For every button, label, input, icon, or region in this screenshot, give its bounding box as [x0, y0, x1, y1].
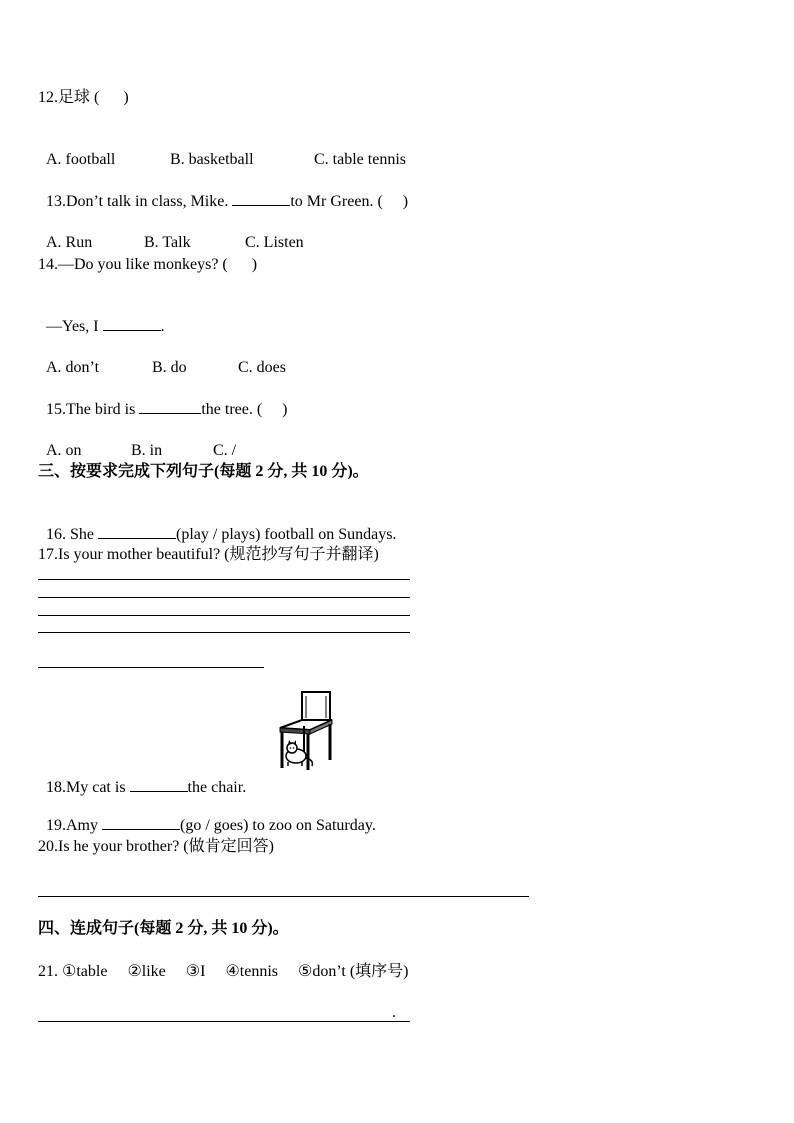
answer-blank[interactable]	[139, 399, 201, 414]
section-3-title: 三、按要求完成下列句子(每题 2 分, 共 10 分)。	[38, 463, 369, 480]
question-14-options	[38, 338, 286, 378]
answer-blank[interactable]	[102, 815, 180, 830]
writing-line[interactable]	[38, 597, 410, 598]
question-18-text-a: 18.My cat is	[46, 779, 130, 796]
option-a: A. on	[46, 442, 82, 459]
question-16-text-a: 16. She	[46, 526, 98, 543]
question-16-stem	[38, 504, 396, 545]
question-19-text-b: (go / goes) to zoo on Saturday.	[180, 817, 376, 834]
question-14-reply-b: .	[160, 318, 165, 335]
answer-line[interactable]	[38, 896, 529, 897]
question-21-stem: 21. ①table ②like ③I ④tennis ⑤don’t (填序号)	[38, 963, 409, 980]
question-20-stem: 20.Is he your brother? (做肯定回答)	[38, 838, 274, 855]
question-13-text-b: to Mr Green. ( )	[290, 193, 409, 210]
question-12-options	[38, 130, 406, 170]
answer-blank[interactable]	[232, 191, 290, 206]
section-4-title: 四、连成句子(每题 2 分, 共 10 分)。	[38, 920, 289, 937]
question-14-stem: 14.—Do you like monkeys? ( )	[38, 256, 258, 273]
answer-blank[interactable]	[130, 777, 188, 792]
question-15-text-b: the tree. ( )	[201, 401, 288, 418]
answer-line[interactable]	[38, 1021, 410, 1022]
answer-blank[interactable]	[98, 524, 176, 539]
question-14-reply	[38, 296, 165, 337]
option-a: A. football	[46, 151, 116, 168]
option-b: B. do	[152, 359, 187, 376]
question-15-options	[38, 421, 236, 461]
question-13-options	[38, 213, 304, 253]
question-15-stem	[38, 379, 288, 420]
option-c: C. does	[238, 359, 286, 376]
question-17-stem: 17.Is your mother beautiful? (规范抄写句子并翻译)	[38, 546, 379, 563]
option-b: B. in	[131, 442, 163, 459]
question-13-stem	[38, 171, 408, 212]
question-16-text-b: (play / plays) football on Sundays.	[176, 526, 397, 543]
option-a: A. Run	[46, 234, 93, 251]
question-12-stem: 12.足球 ( )	[38, 89, 129, 106]
writing-line[interactable]	[38, 615, 410, 616]
option-c: C. Listen	[245, 234, 304, 251]
question-14-reply-a: —Yes, I	[46, 318, 103, 335]
option-c: C. table tennis	[314, 151, 406, 168]
option-c: C. /	[213, 442, 237, 459]
option-b: B. basketball	[170, 151, 254, 168]
option-b: B. Talk	[144, 234, 191, 251]
chair-with-cat-icon	[276, 690, 334, 772]
answer-blank[interactable]	[103, 316, 161, 331]
option-a: A. don’t	[46, 359, 100, 376]
question-13-text-a: 13.Don’t talk in class, Mike.	[46, 193, 233, 210]
writing-line[interactable]	[38, 579, 410, 580]
question-19-stem	[38, 795, 376, 836]
question-18-stem	[38, 757, 246, 798]
question-19-text-a: 19.Amy	[46, 817, 102, 834]
question-18-text-b: the chair.	[187, 779, 247, 796]
translation-line[interactable]	[38, 667, 264, 668]
question-15-text-a: 15.The bird is	[46, 401, 140, 418]
writing-line[interactable]	[38, 632, 410, 633]
sentence-end-mark: .	[392, 1004, 396, 1021]
